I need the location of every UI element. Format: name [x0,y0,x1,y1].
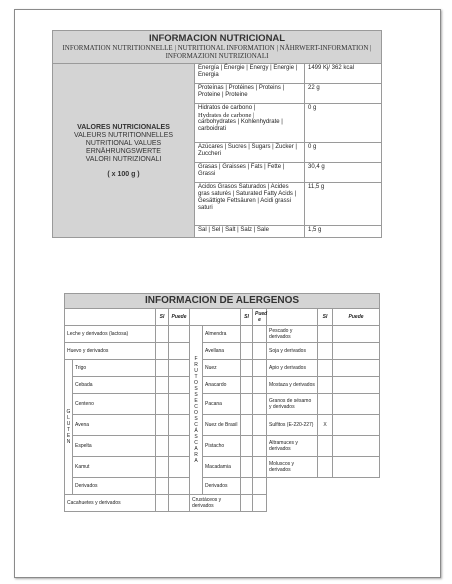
allergen-name: Centeno [73,394,156,415]
nutrient-name: Sal | Sel | Salt | Salz | Sale [195,226,305,238]
allergen-name: Cebada [73,377,156,394]
nutrient-value: 1,5 g [305,226,382,238]
puede-cell [333,343,380,360]
allergen-name: Moluscos y derivados [267,457,318,478]
label-line: VALORI NUTRIZIONALI [85,155,162,163]
allergen-name: Altramuces y derivados [267,436,318,457]
puede-cell [333,326,380,343]
allergen-name: Mostaza y derivados [267,377,318,394]
si-cell [156,360,169,377]
nutrient-value: 0 g [305,104,382,143]
nutrition-table [52,30,382,238]
puede-cell [169,415,190,436]
allergen-name: Pacana [203,394,241,415]
puede-cell [169,326,190,343]
allergen-name: Pescado y derivados [267,326,318,343]
si-cell [156,457,169,478]
puede-cell [333,394,380,415]
puede-cell [333,436,380,457]
allergen-name: Soja y derivados [267,343,318,360]
allergen-name: Anacardo [203,377,241,394]
si-cell [156,495,169,512]
si-cell [156,377,169,394]
allergen-name: Kamut [73,457,156,478]
puede-cell [333,377,380,394]
puede-cell [169,436,190,457]
allergen-name: Apio y derivados [267,360,318,377]
nutrition-subtitle: INFORMATION NUTRITIONNELLE | NUTRITIONAL INFORMATION | NÄHRWERT-INFORMATION | INFORMAZIONI NUTRIZIONALI [62,44,372,60]
allergen-name: Sulfitos (E-220-227) [267,415,318,436]
puede-cell [169,457,190,478]
nutrient-value: 22 g [305,84,382,104]
nutrient-name-part: Hidratos de carbono | [198,105,256,111]
label-line: VALEURS NUTRITIONNELLES [73,131,174,139]
allergen-table [64,293,380,512]
gluten-vertical-label: GLUTEN [65,360,73,495]
puede-cell [333,457,380,478]
si-cell [318,360,333,377]
puede-cell [253,436,267,457]
nutrient-name: Energía | Énergie | Energy | Energie | Energia [195,64,305,84]
allergen-name: Espelta [73,436,156,457]
si-cell [156,343,169,360]
allergen-name: Crustáceos y derivados [190,495,241,512]
col-puede: Pued e [253,309,267,326]
nutrient-value: 0 g [305,143,382,163]
puede-cell [333,360,380,377]
allergen-name: Almendra [203,326,241,343]
si-cell [318,394,333,415]
allergen-title: INFORMACION DE ALERGENOS [65,294,380,309]
puede-cell [253,377,267,394]
allergen-name: Macadamia [203,457,241,478]
empty-cell [267,478,380,495]
puede-cell [253,415,267,436]
label-main: VALORES NUTRICIONALES [77,123,170,131]
si-cell [156,478,169,495]
puede-cell [169,495,190,512]
nutrition-title: INFORMACION NUTRICIONAL [148,33,286,44]
si-cell [318,457,333,478]
nutrient-name: Grasas | Graisses | Fats | Fette | Grassi [195,163,305,183]
si-cell [318,326,333,343]
puede-cell [253,343,267,360]
empty-cell [267,495,380,512]
col-puede: Puede [333,309,380,326]
si-cell [241,415,253,436]
label-unit: ( x 100 g ) [107,170,140,178]
allergen-name: Granos de sésamo y derivados [267,394,318,415]
si-cell [241,495,253,512]
si-cell [241,457,253,478]
nutrient-value: 11,5 g [305,183,382,226]
si-cell [318,377,333,394]
nutrient-value: 1499 Kj/ 362 kcal [305,64,382,84]
puede-cell [333,415,380,436]
nuts-vertical-label: FRUTOS SECOS CÁSCARA [190,326,203,495]
puede-cell [169,478,190,495]
si-cell [241,326,253,343]
puede-cell [253,394,267,415]
puede-cell [169,360,190,377]
si-cell [318,436,333,457]
si-cell: X [318,415,333,436]
si-cell [241,436,253,457]
allergen-name: Avellana [203,343,241,360]
si-cell [156,326,169,343]
puede-cell [169,394,190,415]
nutrition-values-label [53,64,195,238]
si-cell [241,478,253,495]
si-cell [156,394,169,415]
puede-cell [253,360,267,377]
label-line: NUTRITIONAL VALUES [85,139,162,147]
nutrition-header [53,31,382,64]
puede-cell [169,377,190,394]
allergen-name: Derivados [203,478,241,495]
col-si: SI [241,309,253,326]
allergen-name: Trigo [73,360,156,377]
col-si: SI [318,309,333,326]
nutrient-name: Azúcares | Sucres | Sugars | Zucker | Zuccheri [195,143,305,163]
puede-cell [253,457,267,478]
header-blank [65,309,156,326]
col-puede: Puede [169,309,190,326]
si-cell [241,394,253,415]
si-cell [241,377,253,394]
puede-cell [253,478,267,495]
allergen-name: Avena [73,415,156,436]
nutrient-name: Acidos Grasos Saturados | Acides gras saturés | Saturated Fatty Acids | Gesättigte Fettsäuren | Acidi grassi saturi [195,183,305,226]
header-blank [267,309,318,326]
allergen-name: Nuez [203,360,241,377]
puede-cell [253,326,267,343]
si-cell [241,360,253,377]
label-line: ERNÄHRUNGSWERTE [86,147,161,155]
allergen-name: Cacahuetes y derivados [65,495,156,512]
allergen-name: Leche y derivados (lactosa) [65,326,156,343]
nutrient-name: Proteínas | Protéines | Proteins | Proteine | Proteine [195,84,305,104]
puede-cell [253,495,267,512]
nutrient-name [195,104,305,143]
col-si: SI [156,309,169,326]
allergen-name: Pistacho [203,436,241,457]
si-cell [241,343,253,360]
si-cell [156,415,169,436]
si-cell [156,436,169,457]
nutrient-value: 30,4 g [305,163,382,183]
puede-cell [169,343,190,360]
allergen-name: Nuez de Brasil [203,415,241,436]
allergen-name: Huevo y derivados [65,343,156,360]
nutrient-name-part: Hydrates de carbone | [198,112,255,119]
si-cell [318,343,333,360]
header-blank [190,309,241,326]
allergen-name: Derivados [73,478,156,495]
nutrient-name-part: carbohydrates | Kohlenhydrate | carboidrati [198,119,283,132]
